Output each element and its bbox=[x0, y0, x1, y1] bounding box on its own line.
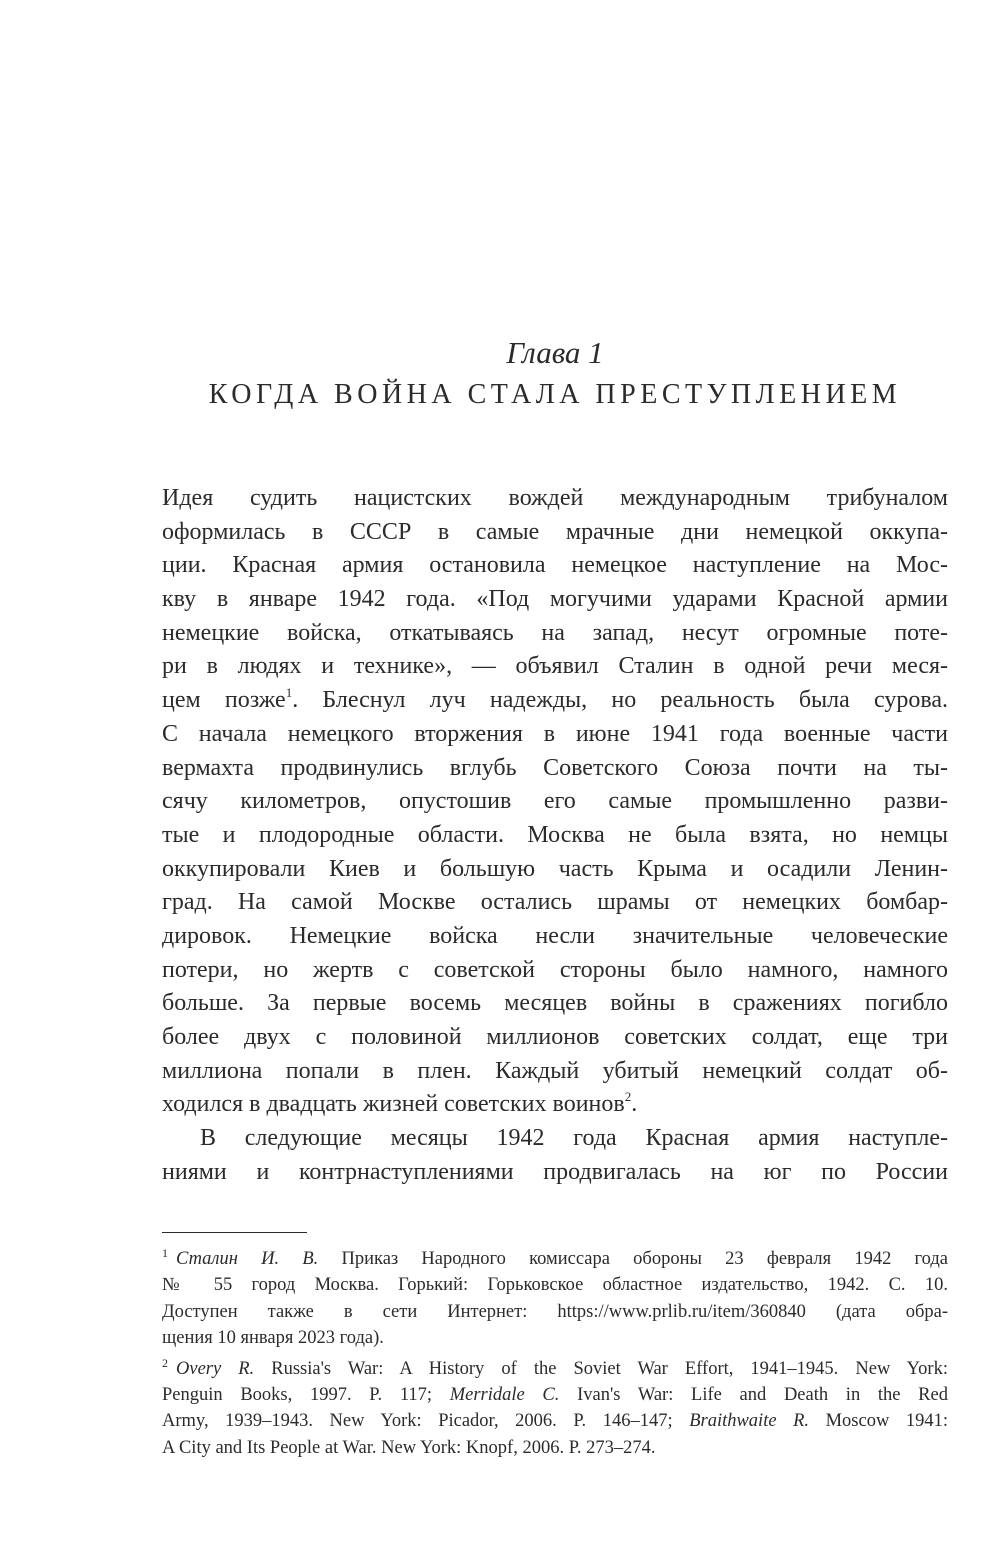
main-text bbox=[162, 482, 948, 1189]
footnote-text: Russia's War: A History of the Soviet War Effort, 1941–1945. New York: bbox=[254, 1358, 948, 1379]
text-line: С начала немецкого вторжения в июне 1941 года военные части bbox=[162, 720, 948, 747]
text-line: кву в январе 1942 года. «Под могучими ударами Красной армии bbox=[162, 586, 948, 613]
footnote-author: Merridale C. bbox=[449, 1384, 560, 1405]
text-line: В следующие месяцы 1942 года Красная армия наступле- bbox=[200, 1125, 948, 1152]
text-line: сячу километров, опустошив его самые промышленно разви- bbox=[162, 788, 948, 815]
footnote-line: A City and Its People at War. New York: Knopf, 2006. P. 273–274. bbox=[162, 1437, 656, 1458]
text-line: оформилась в СССР в самые мрачные дни немецкой оккупа- bbox=[162, 518, 948, 545]
text-line: больше. За первые восемь месяцев войны в сражениях погибло bbox=[162, 990, 948, 1017]
footnote-ref-2[interactable]: 2 bbox=[624, 1089, 632, 1105]
chapter-number: Глава 1 bbox=[506, 335, 604, 370]
footnote-ref-1[interactable]: 1 bbox=[285, 685, 293, 701]
text-line: ри в людях и технике», — объявил Сталин в одной речи меся- bbox=[162, 653, 948, 680]
text-fragment: ходился в двадцать жизней советских воинов bbox=[162, 1091, 625, 1118]
text-line: миллиона попали в плен. Каждый убитый немецкий солдат об- bbox=[162, 1057, 948, 1084]
footnote-1 bbox=[162, 1246, 948, 1272]
text-line: потери, но жертв с советской стороны было намного, намного bbox=[162, 956, 948, 983]
text-line: дировок. Немецкие войска несли значительные человеческие bbox=[162, 922, 948, 949]
footnote-line bbox=[162, 1408, 948, 1434]
text-fragment: . bbox=[631, 1091, 638, 1118]
footnotes bbox=[162, 1246, 948, 1461]
footnote-line: Доступен также в сети Интернет: https://www.prlib.ru/item/360840 (дата обра- bbox=[162, 1301, 948, 1322]
text-line: тые и плодородные области. Москва не была взята, но немцы bbox=[162, 821, 948, 848]
footnote-mark: 2 bbox=[162, 1355, 168, 1370]
text-fragment: цем позже bbox=[162, 687, 286, 714]
footnote-line: щения 10 января 2023 года). bbox=[162, 1328, 384, 1349]
footnote-text: Army, 1939–1943. New York: Picador, 2006. P. 146–147; bbox=[162, 1411, 690, 1432]
text-line: вермахта продвинулись вглубь Советского Союза почти на ты- bbox=[162, 754, 948, 781]
text-line: Идея судить нацистских вождей международным трибуналом bbox=[162, 485, 948, 511]
footnote-author: Сталин И. В. bbox=[176, 1249, 319, 1269]
footnote-author: Overy R. bbox=[176, 1358, 255, 1379]
footnote-2 bbox=[162, 1356, 948, 1382]
footnote-text: Penguin Books, 1997. P. 117; bbox=[162, 1384, 450, 1405]
text-line: немецкие войска, откатываясь на запад, несут огромные поте- bbox=[162, 619, 948, 646]
footnote-mark: 1 bbox=[162, 1246, 168, 1260]
footnote-text: Приказ Народного комиссара обороны 23 февраля 1942 года bbox=[318, 1249, 949, 1269]
text-line: оккупировали Киев и большую часть Крыма и осадили Ленин- bbox=[162, 855, 948, 882]
text-fragment: . bbox=[292, 687, 299, 714]
footnote-author: Braithwaite R. bbox=[689, 1411, 810, 1432]
text-line bbox=[162, 1088, 948, 1122]
text-line: ции. Красная армия остановила немецкое наступление на Мос- bbox=[162, 552, 948, 579]
text-fragment: Блеснул луч надежды, но реальность была сурова. bbox=[298, 687, 948, 714]
footnote-line bbox=[162, 1382, 948, 1408]
footnote-divider bbox=[162, 1232, 307, 1233]
text-line: град. На самой Москве остались шрамы от немецких бомбар- bbox=[162, 889, 948, 916]
footnote-text: Moscow 1941: bbox=[809, 1411, 948, 1432]
footnote-line: № 55 город Москва. Горький: Горьковское областное издательство, 1942. С. 10. bbox=[162, 1275, 948, 1296]
text-line bbox=[162, 684, 948, 718]
text-line: более двух с половиной миллионов советских солдат, еще три bbox=[162, 1024, 948, 1050]
text-line: ниями и контрнаступлениями продвигалась на юг по России bbox=[162, 1158, 948, 1185]
footnote-text: Ivan's War: Life and Death in the Red bbox=[559, 1384, 948, 1405]
book-page bbox=[162, 0, 948, 1558]
chapter-title: КОГДА ВОЙНА СТАЛА ПРЕСТУПЛЕНИЕМ bbox=[208, 379, 902, 410]
